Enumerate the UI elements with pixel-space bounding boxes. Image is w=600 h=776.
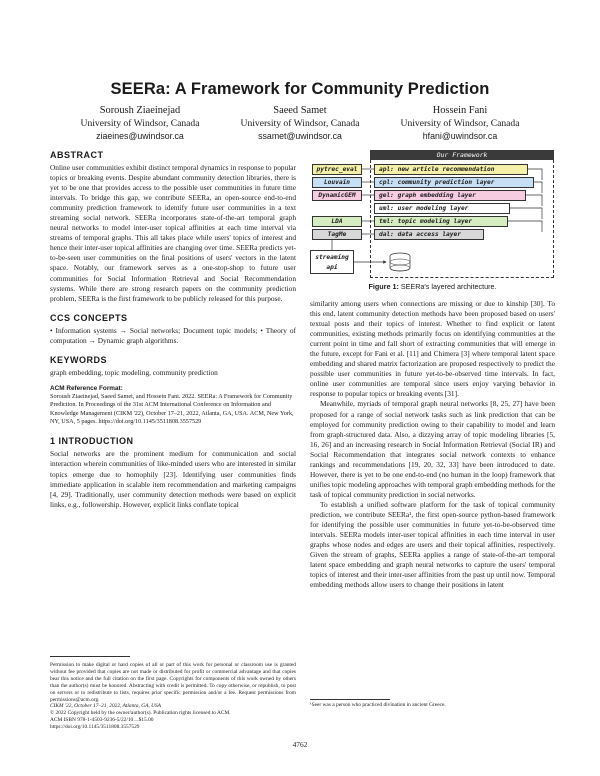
author-name: Saeed Samet bbox=[273, 105, 327, 116]
framework-header: Our Framework bbox=[370, 150, 554, 160]
streaming-api-box bbox=[310, 250, 354, 274]
stream-label: streaming bbox=[315, 254, 349, 261]
footnote-rule bbox=[50, 656, 130, 657]
tool-lda: LDA bbox=[312, 216, 362, 227]
conference-line: CIKM '22, October 17–21, 2022, Atlanta, GA, USA bbox=[50, 703, 161, 710]
figure-caption-text: SEERa's layered architecture. bbox=[400, 282, 497, 291]
author-3 bbox=[380, 105, 540, 143]
right-paragraph-1: similarity among users when connections are missing or due to kinship [30]. To this end, latent community detection methods have been proposed based on users' textual posts and their topics of interest. Whether to find explicit or latent communities, existing methods primarily focus on identifying communities at the current point in time and fall short of extracting communities that will emerge in the future, except for Fani et al. [11] and Chimera [3] where temporal latent space embedding and shared matrix factorization are proposed respectively to predict the possible user communities in future yet-to-be-observed time intervals. In fact, online user communities are temporal since users enjoy varying behavior in response to popular topics or breaking events [31]. bbox=[310, 299, 555, 399]
tool-tagme: TagMe bbox=[312, 229, 362, 240]
permission-block bbox=[50, 662, 296, 731]
author-name: Soroush Ziaeinejad bbox=[99, 105, 181, 116]
footnote-rule-right bbox=[310, 699, 390, 700]
intro-heading: 1 INTRODUCTION bbox=[50, 436, 134, 447]
right-paragraph-3: To establish a unified software platform for the task of topical community prediction, we contribute SEERa¹, the first open-source python-based framework for identifying the possible user communities in future yet-to-be-observed time intervals. SEERa models inter-user topical affinities in each time interval in user graphs whose nodes and edges are users and their topical affinities, respectively. Given the stream of graphs, SEERa applies a range of state-of-the-art temporal latent space embedding and graph neural networks to capture the users' temporal topics of interest and their inter-user affinities from the past up until now. Temporal embedding methods allow users to change their positions in latent bbox=[310, 499, 555, 590]
right-column bbox=[310, 150, 555, 590]
architecture-figure bbox=[310, 150, 555, 278]
abstract-heading: ABSTRACT bbox=[50, 150, 104, 160]
author-2 bbox=[220, 105, 380, 143]
author-affiliation: University of Windsor, Canada bbox=[240, 117, 360, 129]
isbn-line: ACM ISBN 978-1-4503-9236-5/22/10…$15.00 bbox=[50, 717, 154, 724]
author-affiliation: University of Windsor, Canada bbox=[400, 117, 520, 129]
author-list bbox=[60, 105, 540, 143]
keywords-text: graph embedding, topic modeling, community prediction bbox=[50, 367, 218, 377]
page-number: 4762 bbox=[292, 740, 308, 749]
tool-louvain: Louvain bbox=[312, 177, 362, 188]
acm-reference-heading: ACM Reference Format: bbox=[50, 384, 123, 392]
left-column bbox=[50, 150, 296, 510]
stream-label-api: api bbox=[326, 264, 338, 271]
permission-text: Permission to make digital or hard copies of all or part of this work for personal or classroom use is granted without fee provided that copies are not made or distributed for profit or commercial advantage and that copies bear this notice and the full citation on the first page. Copyrights for components of this work owned by others than the author(s) must be honored. Abstracting with credit is permitted. To copy otherwise, or republish, to post on servers or to redistribute to lists, requires prior specific permission and/or a fee. Request permissions from permissions@acm.org. bbox=[50, 662, 296, 703]
ccs-heading: CCS CONCEPTS bbox=[50, 312, 128, 323]
intro-paragraph-1: Social networks are the prominent medium for communication and social interaction wherein communities of like-minded users who are interested in similar topics emerge due to homophily [23]. Identifying user communities finds immediate application in scalable item recommendation and marketing campaigns [4, 29]. Traditionally, user community detection methods were based on explicit links, e.g., followership. However, explicit links conflate topical bbox=[50, 449, 296, 509]
author-1 bbox=[60, 105, 220, 143]
right-paragraph-2: Meanwhile, myriads of temporal graph neural networks [8, 25, 27] have been proposed for a range of social network tasks such as link prediction that can be employed for community prediction owing to their capability to model and learn from graph-structured data. Also, a dizzying array of topic modeling libraries [5, 16, 26] and an increasing research in Social Information Retrieval (Social IR) and Social Recommendation that integrates social network contexts to enhance rankings and recommendations [19, 20, 32, 33] have been introduced to date. However, there is yet to be one end-to-end (no human in the loop) framework that unifies topic modeling approaches with temporal graph embedding methods for the task of topical community prediction in social networks. bbox=[310, 399, 555, 499]
keywords-heading: KEYWORDS bbox=[50, 354, 108, 365]
tool-pytrec-eval: pytrec_eval bbox=[312, 164, 362, 175]
layer-dal: dal: data access layer bbox=[374, 229, 484, 240]
figure-caption-prefix: Figure 1: bbox=[368, 282, 401, 291]
layer-apl: apl: new article recommendation bbox=[374, 164, 528, 175]
paper-title: SEERa: A Framework for Community Prediction bbox=[110, 80, 490, 98]
layer-gel: gel: graph embedding layer bbox=[374, 190, 526, 201]
abstract-text: Online user communities exhibit distinct temporal dynamics in response to popular topics or breaking events. Despite abundant community detection libraries, there is yet to be one that provides access to the possible user communities in future time intervals. To bridge this gap, we contribute SEERa, an open-source end-to-end community prediction framework to identify future user communities in a text streaming social network. SEERa incorporates state-of-the-art temporal graph neural networks to model inter-user topical affinities at each time interval via streams of temporal graphs. This all takes place while users' topics of interest and hence their inter-user topical affinities are changing over time. SEERa predicts yet-to-be-seen user communities on the final positions of users' vectors in the latent space. Notably, our framework serves as a one-stop-shop to future user communities for Social Information Retrieval and Social Recommendation systems. While there are strong research papers on the community prediction problem, SEERa is the first framework to be publicly released for this purpose. bbox=[50, 163, 296, 303]
acm-reference-text: Soroush Ziaeinejad, Saeed Samet, and Hossein Fani. 2022. SEERa: A Framework for Community Prediction. In Proceedings of the 31st ACM International Conference on Information and Knowledge Management (CIKM '22), October 17–21, 2022, Atlanta, GA, USA. ACM, New York, NY, USA, 5 pages. https://doi.org/10.1145/3511808.3557529 bbox=[50, 392, 294, 426]
tool-dynamicgem: DynamicGEM bbox=[312, 190, 362, 201]
author-name: Hossein Fani bbox=[432, 105, 488, 116]
ccs-text: • Information systems → Social networks; Document topic models; • Theory of computation → Dynamic graph algorithms. bbox=[50, 325, 296, 345]
layer-tml: tml: topic modeling layer bbox=[374, 216, 508, 227]
author-email: hfani@uwindsor.ca bbox=[422, 131, 498, 141]
copyright-line: © 2022 Copyright held by the owner/author(s). Publication rights licensed to ACM. bbox=[50, 710, 231, 717]
footnote: ¹Seer was a person who practiced divination in ancient Greece. bbox=[310, 702, 446, 708]
author-email: ssamet@uwindsor.ca bbox=[258, 131, 342, 141]
author-affiliation: University of Windsor, Canada bbox=[80, 117, 200, 129]
author-email: ziaeines@uwindsor.ca bbox=[96, 131, 184, 141]
figure-caption bbox=[310, 282, 555, 291]
doi-link[interactable]: https://doi.org/10.1145/3511808.3557529 bbox=[50, 724, 140, 731]
layer-uml: uml: user modeling layer bbox=[374, 203, 510, 214]
layer-cpl: cpl: community prediction layer bbox=[374, 177, 534, 188]
